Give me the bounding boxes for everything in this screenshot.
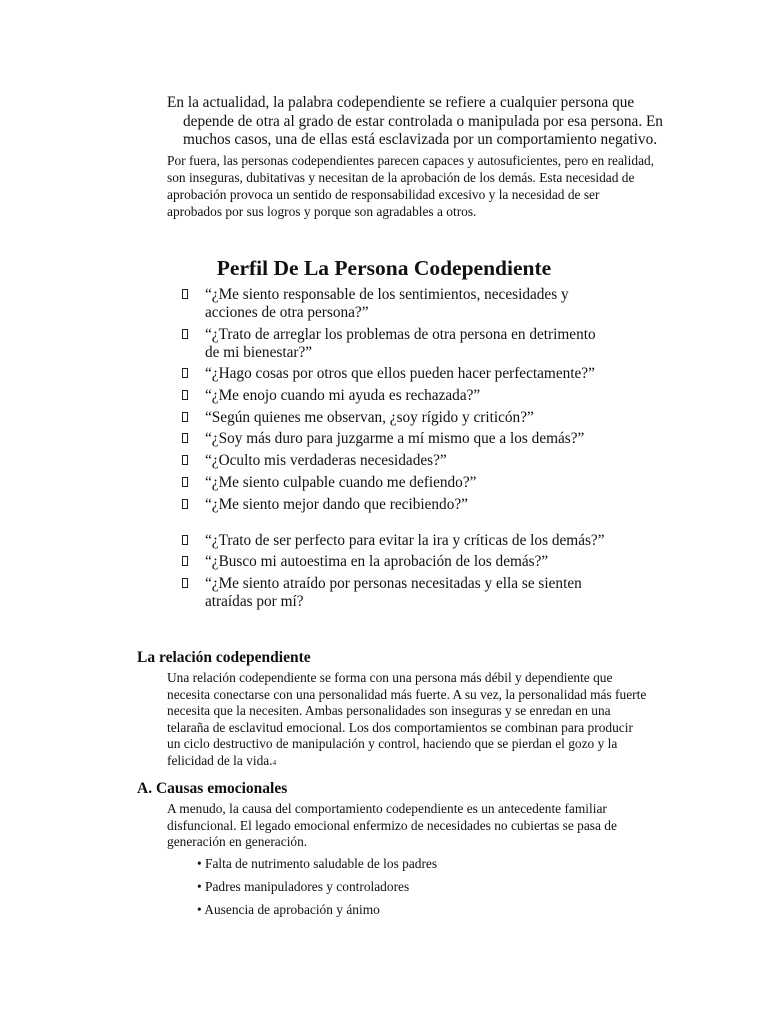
causas-paragraph: A menudo, la causa del comportamiento codependiente es un antecedente familiar disfuncional. El legado emocional enfermizo de necesidades no cubiertas se pasa de generación en generación. xyxy=(167,801,617,850)
list-item-text: “¿Busco mi autoestima en la aprobación de los demás?” xyxy=(205,553,549,571)
checkbox-glyph-icon xyxy=(182,535,188,545)
intro-paragraph-2: Por fuera, las personas codependientes parecen capaces y autosuficientes, pero en realidad, son inseguras, dubitativas y necesitan de la aprobación de los demás. Esta necesidad de aprobación provoca un sentido de responsabilidad excesivo y la necesidad de ser aprobados por sus logros y porque son agradables a otros. xyxy=(167,153,655,219)
list-item-text: “¿Me siento mejor dando que recibiendo?” xyxy=(205,495,468,513)
list-item xyxy=(180,474,610,492)
checkbox-glyph-icon xyxy=(182,556,188,566)
list-item-text: “¿Soy más duro para juzgarme a mí mismo que a los demás?” xyxy=(205,430,585,448)
checkbox-glyph-icon xyxy=(182,412,188,422)
list-item xyxy=(180,575,610,611)
list-item-text: “¿Oculto mis verdaderas necesidades?” xyxy=(205,452,447,470)
footnote-marker: 4 xyxy=(272,758,277,767)
list-item-text: “¿Me siento culpable cuando me defiendo?” xyxy=(205,473,477,491)
checkbox-glyph-icon xyxy=(182,578,188,588)
profile-checklist xyxy=(180,286,610,615)
section-heading-relacion: La relación codependiente xyxy=(137,649,311,666)
list-item xyxy=(180,286,610,322)
list-item xyxy=(180,430,610,448)
checkbox-glyph-icon xyxy=(182,329,188,339)
causas-bullet-list xyxy=(197,856,437,925)
list-item xyxy=(180,496,610,514)
list-item-text: “¿Me siento atraído por personas necesitadas y ella se sienten atraídas por mí? xyxy=(205,574,582,610)
checkbox-glyph-icon xyxy=(182,368,188,378)
list-item-text: “¿Trato de arreglar los problemas de otra persona en detrimento de mi bienestar?” xyxy=(205,325,596,361)
checkbox-glyph-icon xyxy=(182,455,188,465)
bullet-item: • Padres manipuladores y controladores xyxy=(197,879,410,894)
list-item xyxy=(180,326,610,362)
section-title-profile: Perfil De La Persona Codependiente xyxy=(216,256,552,280)
checkbox-glyph-icon xyxy=(182,390,188,400)
relacion-paragraph xyxy=(167,670,647,772)
list-item xyxy=(180,409,610,427)
list-item xyxy=(180,387,610,405)
list-item xyxy=(180,532,610,550)
list-item-text: “Según quienes me observan, ¿soy rígido y criticón?” xyxy=(205,408,534,426)
bullet-item: • Falta de nutrimento saludable de los padres xyxy=(197,856,438,871)
list-item-text: “¿Me siento responsable de los sentimientos, necesidades y acciones de otra persona?” xyxy=(205,286,569,321)
checkbox-glyph-icon xyxy=(182,477,188,487)
intro-paragraph-1: En la actualidad, la palabra codependiente se refiere a cualquier persona que depende de otra al grado de estar controlada o manipulada por esa persona. En muchos casos, una de ellas está esclavizada por un comportamiento negativo. xyxy=(167,94,663,148)
list-item-text: “¿Trato de ser perfecto para evitar la ira y críticas de los demás?” xyxy=(205,531,605,549)
list-item xyxy=(180,365,610,383)
relacion-text: Una relación codependiente se forma con una persona más débil y dependiente que necesita conectarse con una personalidad más fuerte. A su vez, la personalidad más fuerte necesita que la necesiten. Ambas personalidades son inseguras y se enredan en una telaraña de esclavitud emocional. Los dos comportamientos se combinan para producir un ciclo destructivo de manipulación y control, haciendo que se pierdan el gozo y la felicidad de la vida. xyxy=(167,670,647,768)
list-item-text: “¿Me enojo cuando mi ayuda es rechazada?” xyxy=(205,387,481,405)
bullet-item: • Ausencia de aprobación y ánimo xyxy=(197,902,380,917)
checkbox-glyph-icon xyxy=(182,433,188,443)
list-item-text: “¿Hago cosas por otros que ellos pueden hacer perfectamente?” xyxy=(205,365,595,383)
list-item xyxy=(180,553,610,571)
section-heading-causas: A. Causas emocionales xyxy=(137,780,288,797)
checkbox-glyph-icon xyxy=(182,499,188,509)
list-item xyxy=(180,452,610,470)
checkbox-glyph-icon xyxy=(182,289,188,299)
